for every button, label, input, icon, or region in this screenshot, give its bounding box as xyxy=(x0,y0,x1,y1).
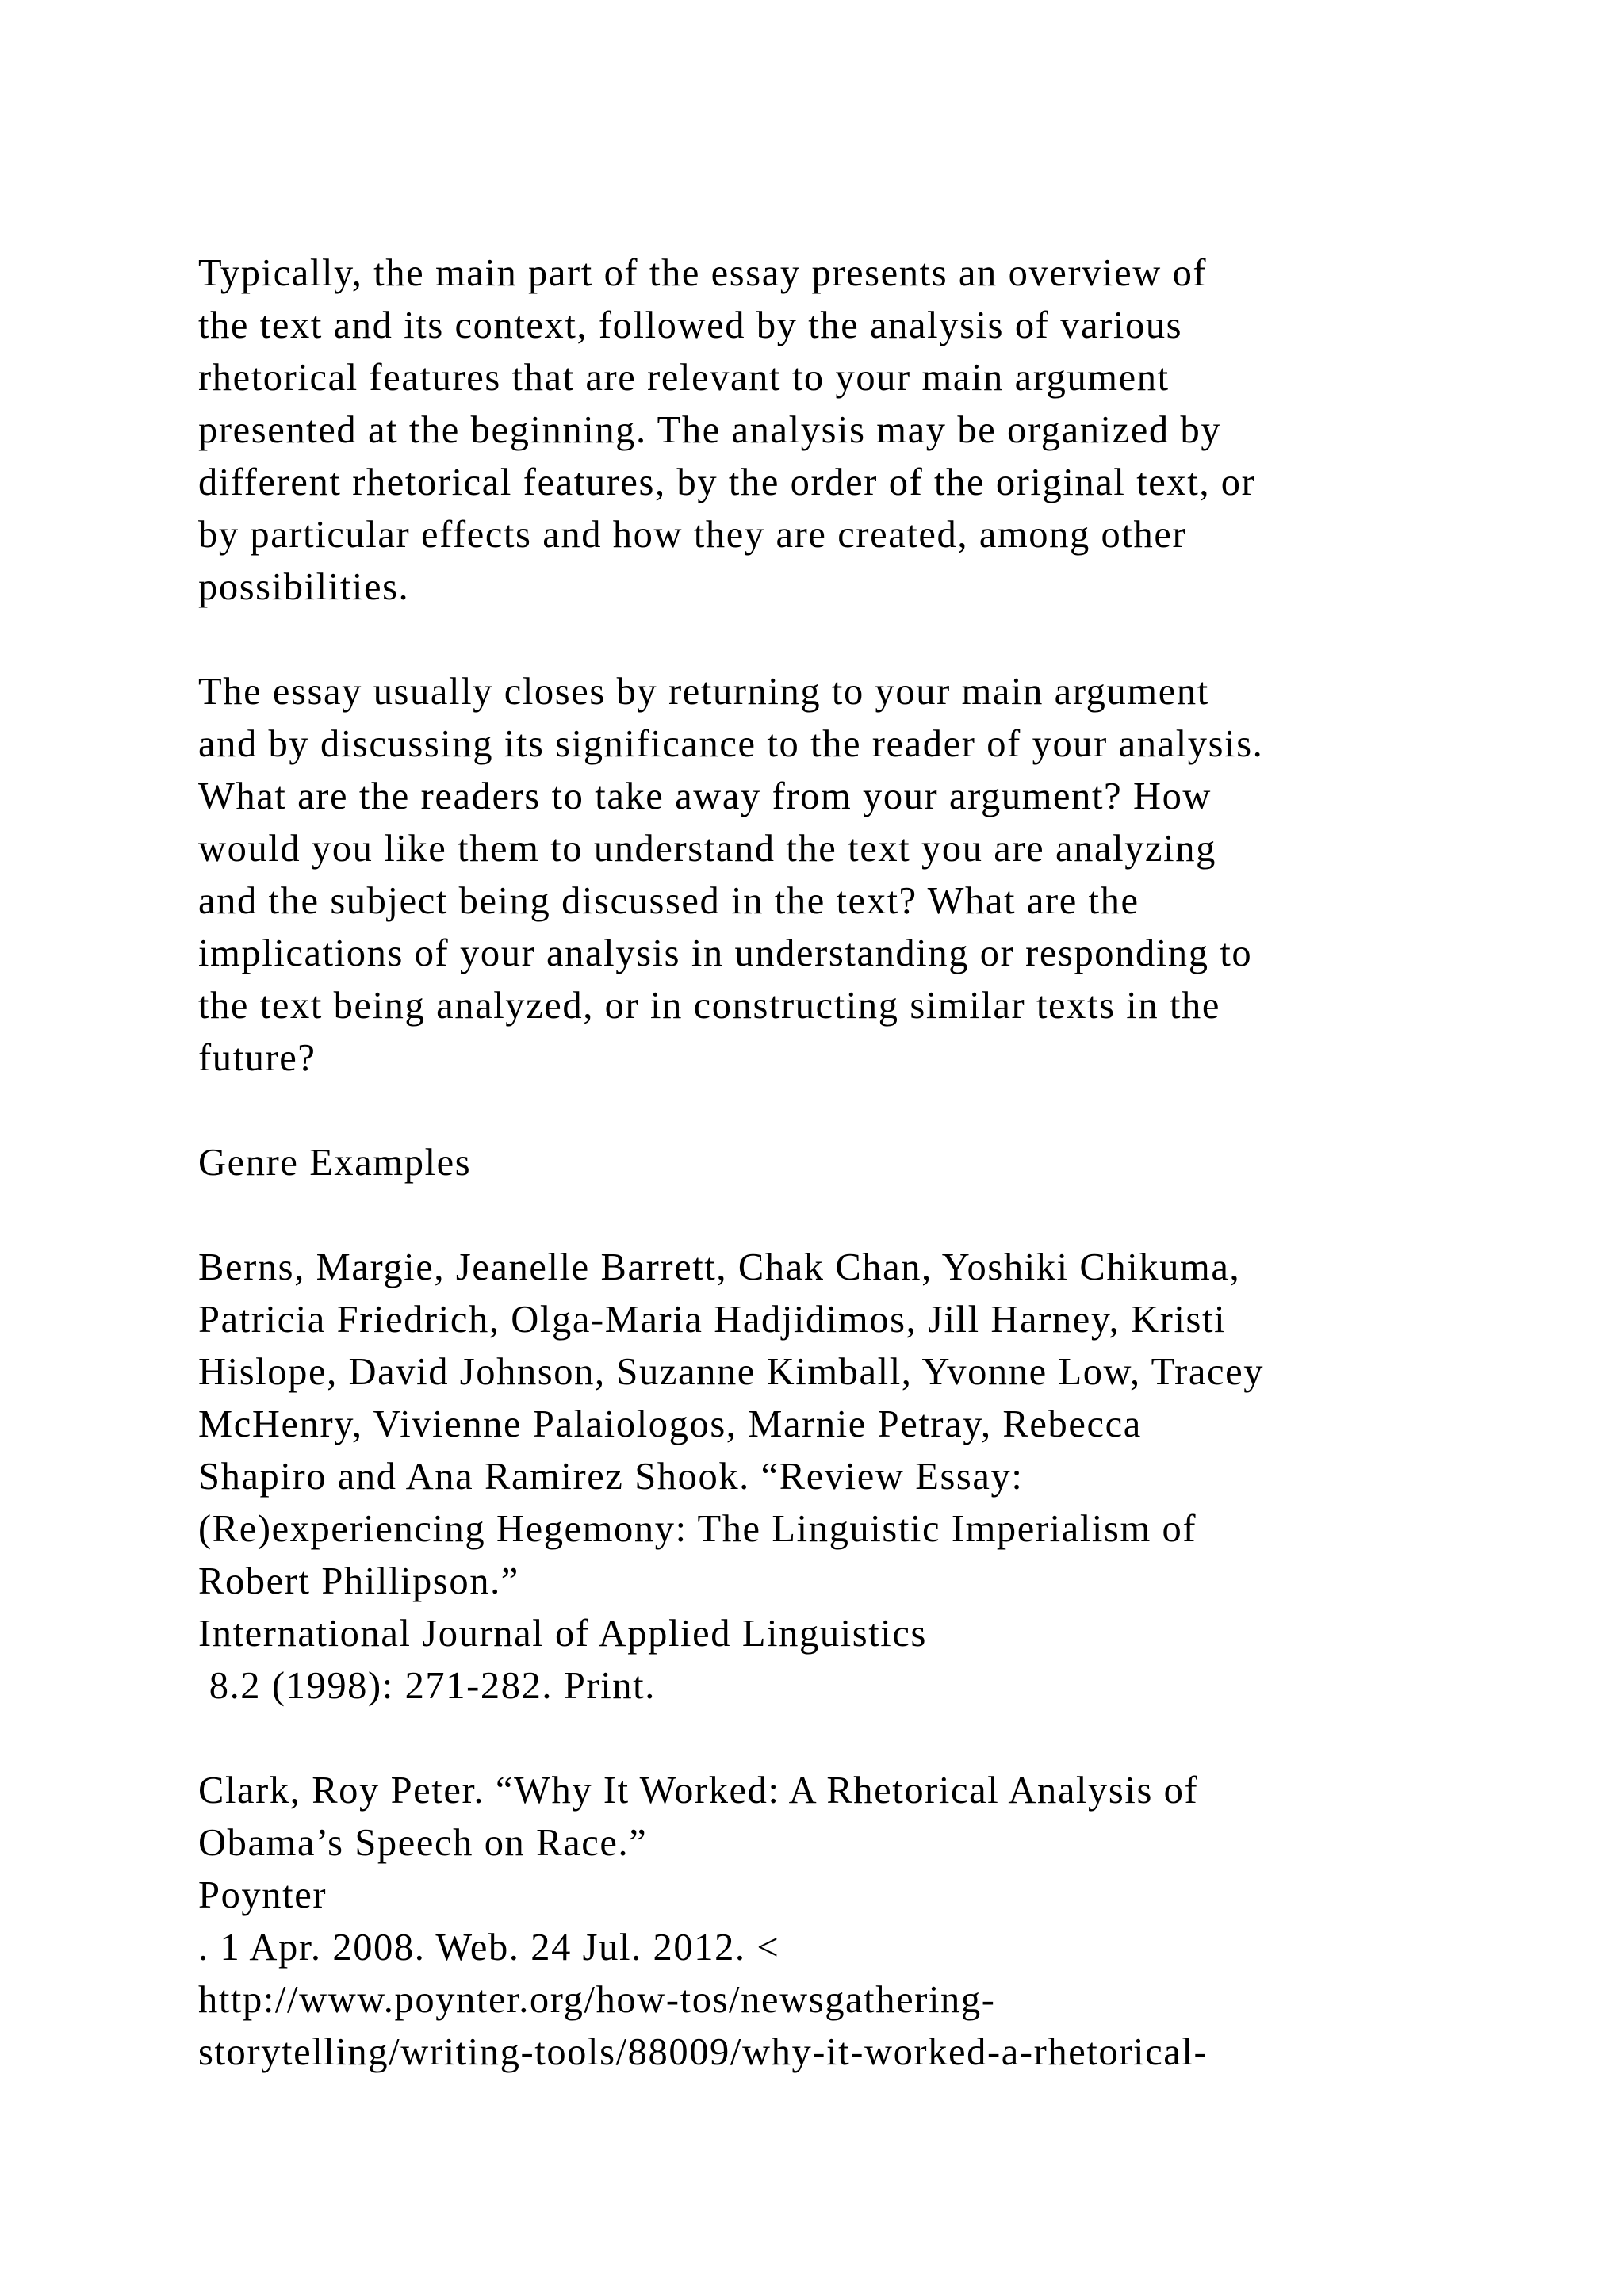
text-line: the text and its context, followed by the analysis of various xyxy=(198,304,1183,346)
text-line: Patricia Friedrich, Olga-Maria Hadjidimos, Jill Harney, Kristi xyxy=(198,1299,1227,1341)
paragraph-main-part xyxy=(198,247,1546,614)
text-line: rhetorical features that are relevant to your main argument xyxy=(198,357,1170,399)
text-line: Shapiro and Ana Ramirez Shook. “Review Essay: xyxy=(198,1456,1024,1498)
citation-clark xyxy=(198,1765,1546,2079)
text-line: The essay usually closes by returning to your main argument xyxy=(198,671,1209,713)
text-line: implications of your analysis in understanding or responding to xyxy=(198,932,1253,974)
text-line: future? xyxy=(198,1037,316,1079)
text-line: would you like them to understand the text you are analyzing xyxy=(198,828,1216,870)
text-line: Clark, Roy Peter. “Why It Worked: A Rhetorical Analysis of xyxy=(198,1770,1199,1812)
paragraph-closing xyxy=(198,666,1546,1085)
text-line: . 1 Apr. 2008. Web. 24 Jul. 2012. < xyxy=(198,1927,780,1969)
text-line: and the subject being discussed in the text? What are the xyxy=(198,880,1139,922)
text-line: and by discussing its significance to the reader of your analysis. xyxy=(198,723,1264,765)
text-line: by particular effects and how they are created, among other xyxy=(198,514,1187,556)
text-line: Obama’s Speech on Race.” xyxy=(198,1822,648,1864)
paragraph-spacer xyxy=(198,1189,1546,1242)
citation-berns xyxy=(198,1242,1546,1712)
text-line: Berns, Margie, Jeanelle Barrett, Chak Chan, Yoshiki Chikuma, xyxy=(198,1246,1241,1288)
text-line: Robert Phillipson.” xyxy=(198,1560,519,1602)
text-line: Poynter xyxy=(198,1874,327,1916)
text-line: International Journal of Applied Linguistics xyxy=(198,1613,927,1655)
text-line: Typically, the main part of the essay presents an overview of xyxy=(198,252,1208,294)
citation-url-line: storytelling/writing-tools/88009/why-it-worked-a-rhetorical- xyxy=(198,2031,1208,2073)
text-line: What are the readers to take away from your argument? How xyxy=(198,775,1212,817)
text-line: the text being analyzed, or in constructing similar texts in the xyxy=(198,985,1220,1027)
paragraph-spacer xyxy=(198,1712,1546,1765)
section-heading: Genre Examples xyxy=(198,1142,472,1184)
document-body xyxy=(198,247,1546,2079)
text-line: (Re)experiencing Hegemony: The Linguistic Imperialism of xyxy=(198,1508,1197,1550)
text-line: possibilities. xyxy=(198,566,410,608)
text-line: 8.2 (1998): 271-282. Print. xyxy=(198,1665,656,1707)
paragraph-spacer xyxy=(198,614,1546,666)
citation-url-line: http://www.poynter.org/how-tos/newsgathering- xyxy=(198,1979,996,2021)
paragraph-spacer xyxy=(198,1085,1546,1137)
text-line: presented at the beginning. The analysis may be organized by xyxy=(198,409,1222,451)
section-heading-genre-examples xyxy=(198,1137,1546,1189)
text-line: different rhetorical features, by the order of the original text, or xyxy=(198,461,1256,503)
text-line: Hislope, David Johnson, Suzanne Kimball, Yvonne Low, Tracey xyxy=(198,1351,1265,1393)
text-line: McHenry, Vivienne Palaiologos, Marnie Petray, Rebecca xyxy=(198,1403,1142,1445)
